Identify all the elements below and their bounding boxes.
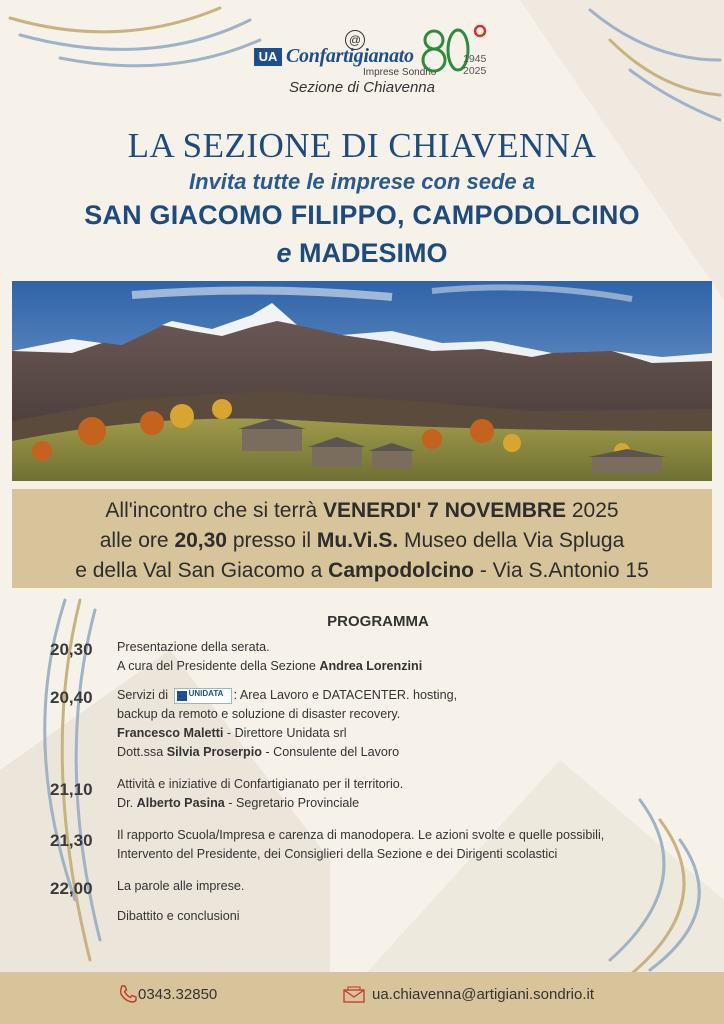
phone-icon <box>118 984 138 1004</box>
event-time: 20,30 <box>174 529 227 552</box>
programme-desc: La parole alle imprese. Dibattito e conclusioni <box>117 879 245 923</box>
event-line-2: alle ore 20,30 presso il Mu.Vi.S. Museo della Via Spluga <box>99 529 625 552</box>
programme-title: PROGRAMMA <box>327 613 429 630</box>
programme-desc: Servizi di UNIDATA : Area Lavoro e DATACENTER. hosting, backup da remoto e soluzione di disaster recovery. Francesco Maletti - Direttore Unidata srl Dott.ssa Silvia Proserpio - Consulente del Lavoro <box>117 688 458 759</box>
town-madesimo: MADESIMO <box>299 238 448 268</box>
ua-logo-mark: UA <box>254 48 282 66</box>
mountain-landscape-photo <box>12 281 712 481</box>
towns-conjunction: e <box>276 238 292 268</box>
section-name: Sezione di Chiavenna <box>289 79 435 96</box>
programme-desc: Il rapporto Scuola/Impresa e carenza di manodopera. Le azioni svolte e quelle possibili, Intervento del Presidente, dei Consiglieri della Sezione e dei Dirigenti scolastici <box>117 828 605 861</box>
phone-number[interactable]: 0343.32850 <box>138 986 218 1003</box>
towns-line-1: SAN GIACOMO FILIPPO, CAMPODOLCINO <box>84 200 640 230</box>
programme-desc: Attività e iniziative di Confartigianato per il territorio. Dr. Alberto Pasina - Segretario Provinciale <box>117 777 404 810</box>
at-icon: @ <box>345 30 365 50</box>
programme-time: 20,40 <box>50 688 93 707</box>
contact-footer <box>0 972 724 1024</box>
brand-name: Confartigianato <box>286 45 414 67</box>
anniversary-years: 1945 2025 <box>463 53 487 77</box>
unidata-logo-icon: UNIDATA <box>174 688 232 704</box>
towns-line-2 <box>0 238 724 269</box>
programme-time: 22,00 <box>50 879 93 898</box>
mail-icon <box>343 986 365 1003</box>
event-line-1: All'incontro che si terrà VENERDI' 7 NOVEMBRE 2025 <box>105 499 619 522</box>
brand-subtitle: Imprese Sondrio <box>363 67 437 78</box>
event-line-3: e della Val San Giacomo a Campodolcino - Via S.Antonio 15 <box>75 559 649 582</box>
email-address[interactable]: ua.chiavenna@artigiani.sondrio.it <box>372 986 595 1003</box>
programme-desc: Presentazione della serata. A cura del Presidente della Sezione Andrea Lorenzini <box>117 640 423 673</box>
event-date: VENERDI' 7 NOVEMBRE <box>323 499 567 522</box>
invitation-subtitle: Invita tutte le imprese con sede a <box>188 169 535 194</box>
event-info-box <box>12 489 712 588</box>
main-title: LA SEZIONE DI CHIAVENNA <box>127 126 597 165</box>
programme-time: 20,30 <box>50 640 93 659</box>
event-venue: Mu.Vi.S. <box>316 529 399 552</box>
programme-time: 21,10 <box>50 780 93 799</box>
event-place: Campodolcino <box>328 559 475 582</box>
programme-time: 21,30 <box>50 831 93 850</box>
